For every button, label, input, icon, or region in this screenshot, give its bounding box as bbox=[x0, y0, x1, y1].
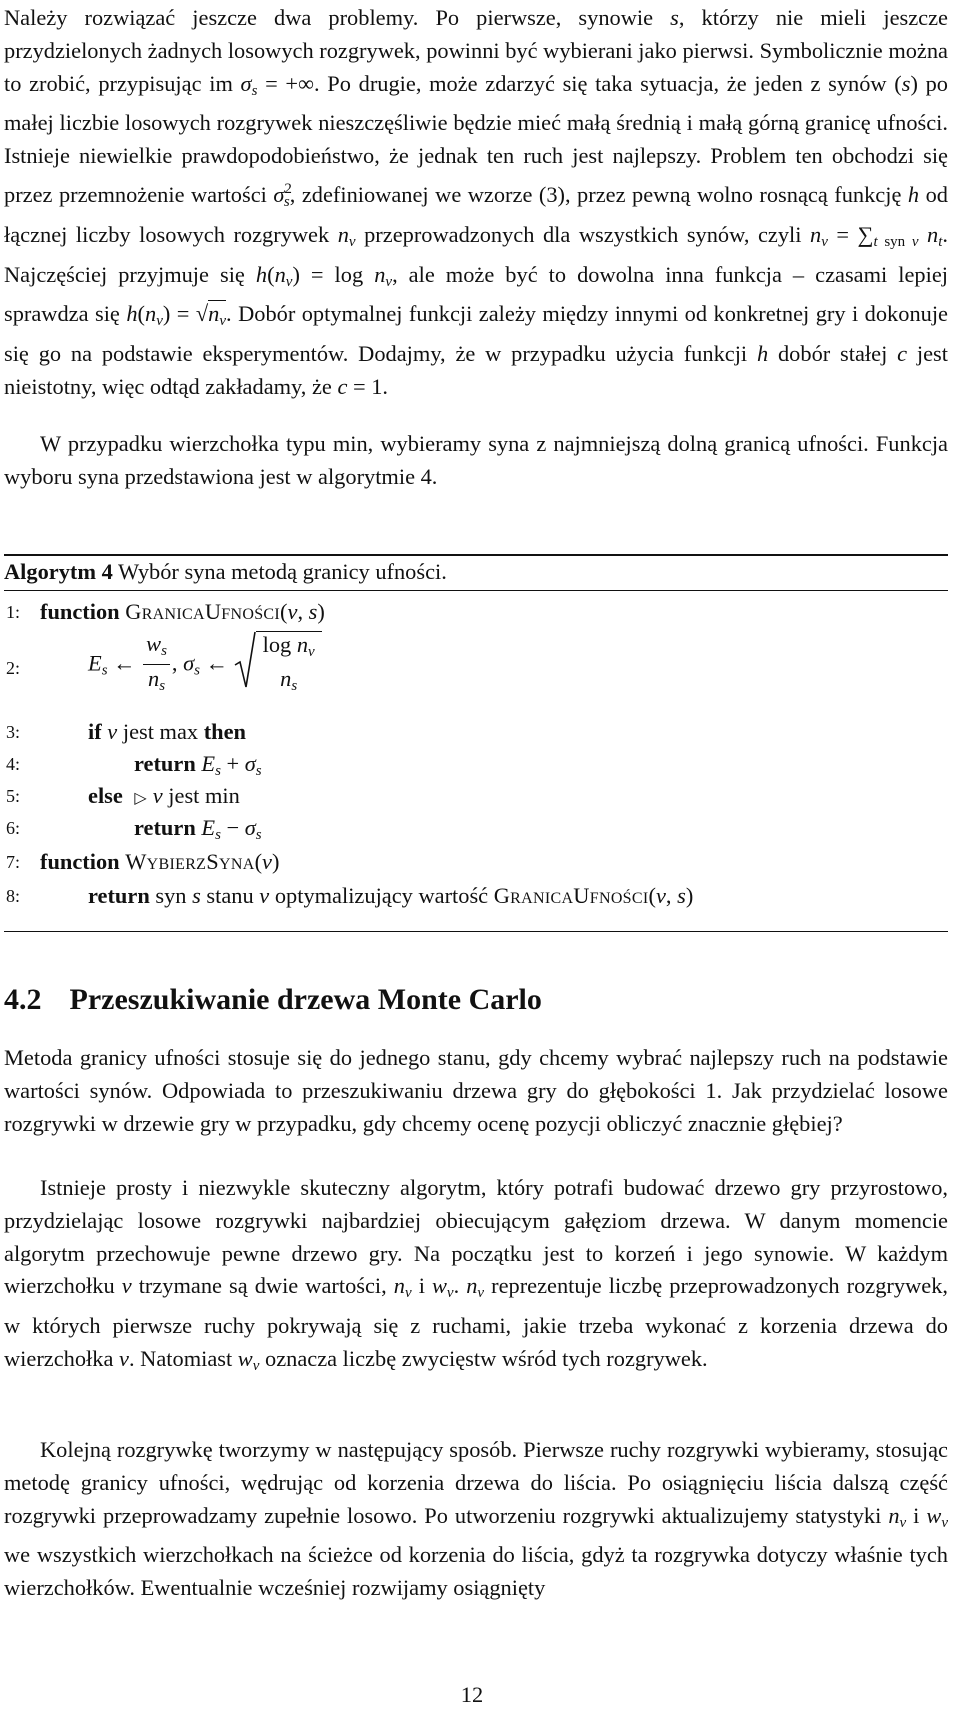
paragraph-4: Istnieje prosty i niezwykle skuteczny algorytm, który potrafi budować drzewo gry przyrostowo, przydzielając losowe rozgrywki najbardziej obiecującym gałęziom drzewa. W danym momencie algorytm przechowuje pewne drzewo gry. Na początku jest to korzeń i jego synowie. W każdym wierzchołku v trzymane są dwie wartości, $n_v$ i $w_v$. $n_v$ reprezentuje liczbę przeprowadzonych rozgrywek, w których pierwsze ruchy pokrywają się z ruchami, jakie trzeba wykonać z korzenia drzewa do wierzchołka v. Natomiast $w_v$ oznacza liczbę zwycięstw wśród tych rozgrywek. bbox=[4, 1175, 948, 1374]
algorithm-caption bbox=[4, 556, 948, 590]
line-number: 5: bbox=[6, 786, 21, 806]
line-number: 6: bbox=[6, 818, 21, 838]
line-number: 2: bbox=[6, 658, 21, 678]
section-heading bbox=[4, 980, 542, 1020]
section-title: Przeszukiwanie drzewa Monte Carlo bbox=[69, 983, 542, 1016]
paragraph-1: Należy rozwiązać jeszcze dwa problemy. Po pierwsze, synowie s, którzy nie mieli jeszcze przydzielonych żadnych losowych rozgrywek, powinni być wybierani jako pierwsi. Symbolicznie można to zrobić, przypisując im $\sigma_s$ = +∞. Po drugie, może zdarzyć się taka sytuacja, że jeden z synów (s) po małej liczbie losowych rozgrywek nieszczęśliwie będzie mieć małą średnią i małą górną granicę ufności. Istnieje niewielkie prawdopodobieństwo, że jednak ten ruch jest najlepszy. Problem ten obchodzi się przez przemnożenie wartości $\sigma^2_s$, zdefiniowanej we wzorze (3), przez pewną wolno rosnącą funkcję h od łącznej liczby losowych rozgrywek $n_v$ przeprowadzonych dla wszystkich synów, czyli $n_v = \sum_{t syn v}$ $n_t$. Najczęściej przyjmuje się $h(n_v) = \log n_v$, ale może być to dowolna inna funkcja – czasami lepiej sprawdza się $h(n_v) = √n_v$. Dobór optymalnej funkcji zależy między innymi od konkretnej gry i dokonuje się go na podstawie eksperymentów. Dodajmy, że w przypadku użycia funkcji h dobór stałej c jest nieistotny, więc odtąd zakładamy, że c = 1. bbox=[4, 5, 948, 399]
page-number: 12 bbox=[460, 1682, 484, 1707]
line-number: 3: bbox=[6, 722, 21, 742]
paragraph-5: Kolejną rozgrywkę tworzymy w następujący sposób. Pierwsze ruchy rozgrywki wybieramy, stosując metodę granicy ufności, wędrując od korzenia drzewa do liścia. Po osiągnięciu liścia dalszą część rozgrywki przeprowadzamy zupełnie losowo. Po utworzeniu rozgrywki aktualizujemy statystyki $n_v$ i $w_v$ we wszystkich wierzchołkach na ścieżce od korzenia do liścia, gdyż ta rozgrywka dotyczy właśnie tych wierzchołków. Ewentualnie wcześniej rozwijamy osiągnięty bbox=[4, 1437, 948, 1601]
line-number: 7: bbox=[6, 852, 21, 872]
line-number: 4: bbox=[6, 754, 21, 774]
line-number: 1: bbox=[6, 602, 21, 622]
algorithm-bottom-rule bbox=[4, 931, 948, 932]
algorithm-box bbox=[4, 554, 948, 932]
algorithm-body: 1: function GranicaUfności(v, s) 2: $E_s$ ← $\frac{w_s}{n_s}$ , $\sigma_s$ ← $\log n_v$ $n_s$ 3: if v jest max then 4: return $E_s + \sigma_s$ 5: else ▷ v jest min 6: return $E_s - \sigma_s$ 7: function WybierzSyna(v) 8: return syn s stanu v optymalizujący wartość GranicaUfności(v, s) bbox=[6, 599, 694, 908]
section-number: 4.2 bbox=[4, 983, 42, 1016]
algorithm-title: Wybór syna metodą granicy ufności. bbox=[118, 559, 447, 584]
paragraph-2: W przypadku wierzchołka typu min, wybieramy syna z najmniejszą dolną granicą ufności. Funkcja wyboru syna przedstawiona jest w algorytmie 4. bbox=[4, 431, 948, 489]
line-number: 8: bbox=[6, 886, 21, 906]
algorithm-label: Algorytm 4 bbox=[4, 559, 113, 584]
paragraph-3: Metoda granicy ufności stosuje się do jednego stanu, gdy chcemy wybrać najlepszy ruch na podstawie wartości synów. Odpowiada to przeszukiwaniu drzewa gry do głębokości 1. Jak przydzielać losowe rozgrywki w drzewie gry w przypadku, gdy chcemy ocenę pozycji obliczyć znacznie głębiej? bbox=[4, 1045, 948, 1136]
